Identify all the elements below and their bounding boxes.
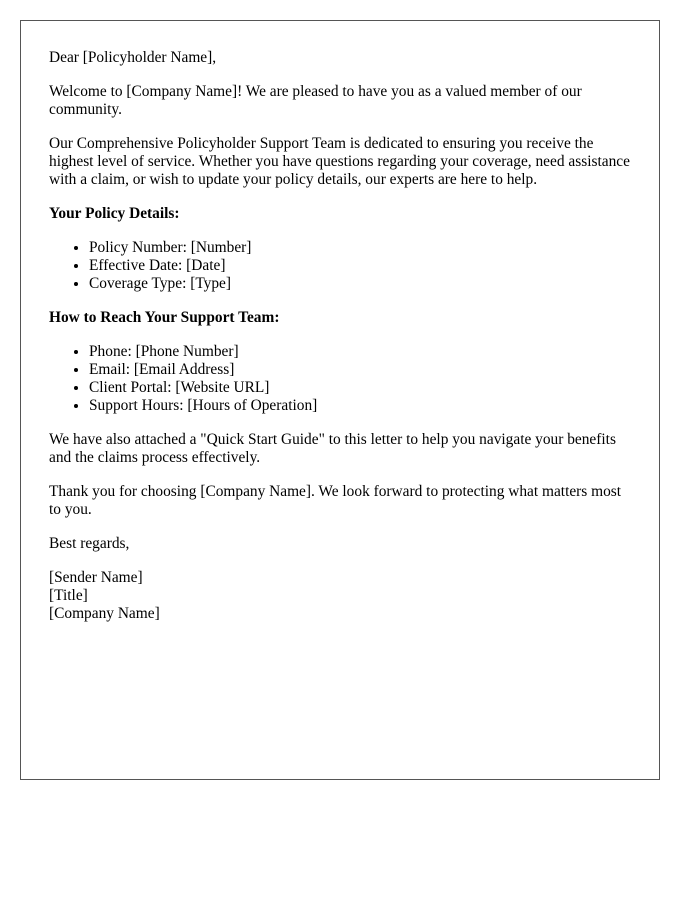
letter-page bbox=[20, 20, 660, 780]
list-item-coverage-type: • Coverage Type: [Type] bbox=[89, 275, 631, 293]
policy-details-heading: Your Policy Details: bbox=[49, 205, 180, 222]
thank-you-paragraph: Thank you for choosing [Company Name]. We look forward to protecting what matters most to you. bbox=[49, 483, 622, 518]
quick-start-guide-paragraph: We have also attached a "Quick Start Guide" to this letter to help you navigate your benefits and the claims process effectively. bbox=[49, 431, 616, 466]
support-contact-list bbox=[49, 343, 631, 415]
support-contact-heading: How to Reach Your Support Team: bbox=[49, 309, 280, 326]
intro-paragraph: Welcome to [Company Name]! We are pleased to have you as a valued member of our community. bbox=[49, 83, 582, 118]
sender-title: [Title] bbox=[49, 587, 88, 604]
list-item-client-portal: • Client Portal: [Website URL] bbox=[89, 379, 631, 397]
list-item-policy-number: • Policy Number: [Number] bbox=[89, 239, 631, 257]
sender-company: [Company Name] bbox=[49, 605, 160, 622]
support-team-paragraph: Our Comprehensive Policyholder Support Team is dedicated to ensuring you receive the highest level of service. Whether you have questions regarding your coverage, need assistance with a claim, or wish to update your policy details, our experts are here to help. bbox=[49, 135, 630, 188]
sender-name: [Sender Name] bbox=[49, 569, 143, 586]
salutation: Dear [Policyholder Name], bbox=[49, 49, 217, 66]
signature-block bbox=[49, 569, 631, 623]
list-item-support-hours: • Support Hours: [Hours of Operation] bbox=[89, 397, 631, 415]
closing: Best regards, bbox=[49, 535, 130, 552]
list-item-phone: • Phone: [Phone Number] bbox=[89, 343, 631, 361]
list-item-email: • Email: [Email Address] bbox=[89, 361, 631, 379]
list-item-effective-date: • Effective Date: [Date] bbox=[89, 257, 631, 275]
policy-details-list bbox=[49, 239, 631, 293]
